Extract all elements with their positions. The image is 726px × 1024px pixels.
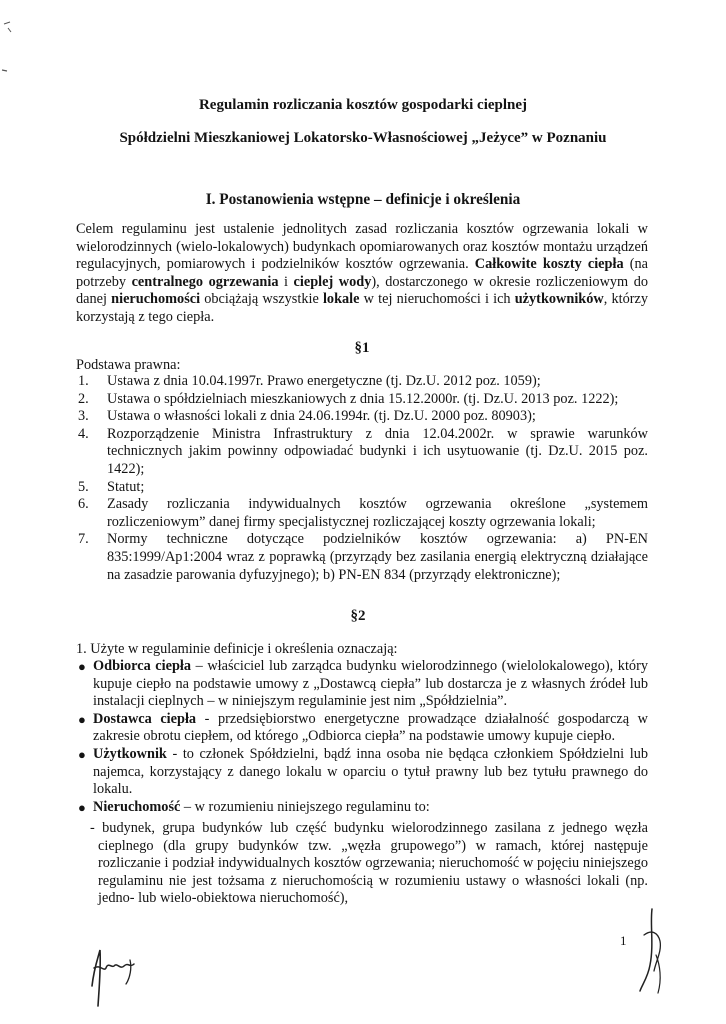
list-item: ● Dostawca ciepła - przedsiębiorstwo energetyczne prowadzące działalność gospodarczą w zakresie obrotu ciepłem, od którego „Odbiorca ciepła” na podstawie umowy kupuje ciepło. xyxy=(78,710,648,745)
document-subtitle: Spółdzielni Mieszkaniowej Lokatorsko-Własnościowej „Jeżyce” w Poznaniu xyxy=(119,130,607,146)
list-item: ● Odbiorca ciepła – właściciel lub zarządca budynku wielorodzinnego (wielolokalowego), który kupuje ciepło na podstawie umowy z „Dostawcą ciepła” lub dostarcza je z własnych źródeł lub instalacji cieplnych – w niniejszym regulaminie jest nim „Spółdzielnia”. xyxy=(78,658,648,710)
definitions-intro: 1. Użyte w regulaminie definicje i określenia oznaczają: xyxy=(76,641,398,657)
term-central-heating: centralnego ogrzewania xyxy=(131,273,279,290)
term-hot-water: cieplej wody xyxy=(293,273,372,290)
scan-speck xyxy=(0,20,14,80)
definitions-list xyxy=(76,658,648,816)
term-total-heat-costs: Całkowite koszty ciepła xyxy=(474,256,624,273)
list-item: 6. Zasady rozliczania indywidualnych kosztów ogrzewania określone „systemem rozliczeniowym” danej firmy specjalistycznej rozliczającej koszty ogrzewania lokali; xyxy=(78,496,648,530)
page-number: 1 xyxy=(620,933,627,948)
list-item: 4. Rozporządzenie Ministra Infrastruktury z dnia 12.04.2002r. w sprawie warunków technicznych jakim powinny odpowiadać budynki i ich usytuowanie (tj. Dz.U. 2015 poz. 1422); xyxy=(78,425,648,477)
list-item: 3. Ustawa o własności lokali z dnia 24.06.1994r. (tj. Dz.U. 2000 poz. 80903); xyxy=(78,408,536,425)
section-heading: I. Postanowienia wstępne – definicje i określenia xyxy=(205,191,521,208)
property-definition-detail: - budynek, grupa budynków lub część budynku wielorodzinnego zasilana z jednego węzła cieplnego (dla grupy budynków tzw. „węzła grupowego”) w ramach, której następuje rozliczanie i podział indywidualnych kosztów ogrzewania; nieruchomość w pojęciu niniejszego regulaminu nie jest tożsama z nieruchomością w rozumieniu ustawy o własności lokali (np. jedno- lub wielo-obiektowa nieruchomość), xyxy=(90,820,648,907)
list-item: ● Użytkownik - to członek Spółdzielni, bądź inna osoba nie będąca członkiem Spółdzielni lub najemca, korzystający z danego lokalu w oparciu o tytuł prawny lub bez tytułu prawnego do lokalu. xyxy=(78,745,648,798)
handwritten-initials xyxy=(632,905,672,997)
handwritten-signature xyxy=(86,938,144,1010)
paragraph-1-sign: §1 xyxy=(354,340,370,356)
paragraph-2-sign: §2 xyxy=(350,608,366,624)
intro-paragraph: Celem regulaminu jest ustalenie jednolitych zasad rozliczania kosztów ogrzewania lokali w wielorodzinnych (wielo-lokalowych) budynkach opomiarowanych oraz kosztów montażu urządzeń regulacyjnych, pomiarowych i podzielników kosztów ogrzewania. Całkowite koszty ciepła (na potrzeby centralnego ogrzewania i cieplej wody), dostarczonego w okresie rozliczeniowym do danej nieruchomości obciążają wszystkie lokale w tej nieruchomości i ich użytkowników, którzy korzystają z tego ciepła. xyxy=(76,221,649,325)
bullet-icon: ● xyxy=(78,799,86,815)
list-item: 2. Ustawa o spółdzielniach mieszkaniowych z dnia 15.12.2000r. (tj. Dz.U. 2013 poz. 1222); xyxy=(78,390,619,407)
term-premises: lokale xyxy=(322,291,360,308)
legal-basis-label: Podstawa prawna: xyxy=(76,357,181,373)
list-item: 1. Ustawa z dnia 10.04.1997r. Prawo energetyczne (tj. Dz.U. 2012 poz. 1059); xyxy=(78,373,541,389)
bullet-icon: ● xyxy=(78,746,86,762)
term-users: użytkowników xyxy=(514,291,604,308)
term-property: nieruchomości xyxy=(111,291,201,308)
list-item: 5. Statut; xyxy=(78,478,145,495)
list-item: ● Nieruchomość – w rozumieniu niniejszego regulaminu to: xyxy=(78,798,430,815)
bullet-icon: ● xyxy=(78,711,86,727)
list-item: 7. Normy techniczne dotyczące podzielników kosztów ogrzewania: a) PN-EN 835:1999/Ap1:2004 wraz z poprawką (przyrządy bez zasilania energią elektryczną działające na zasadzie parowania dyfuzyjnego); b) PN-EN 834 (przyrządy elektroniczne); xyxy=(78,531,648,583)
bullet-icon: ● xyxy=(78,659,86,674)
document-title: Regulamin rozliczania kosztów gospodarki cieplnej xyxy=(198,97,528,113)
legal-basis-list xyxy=(76,373,648,584)
